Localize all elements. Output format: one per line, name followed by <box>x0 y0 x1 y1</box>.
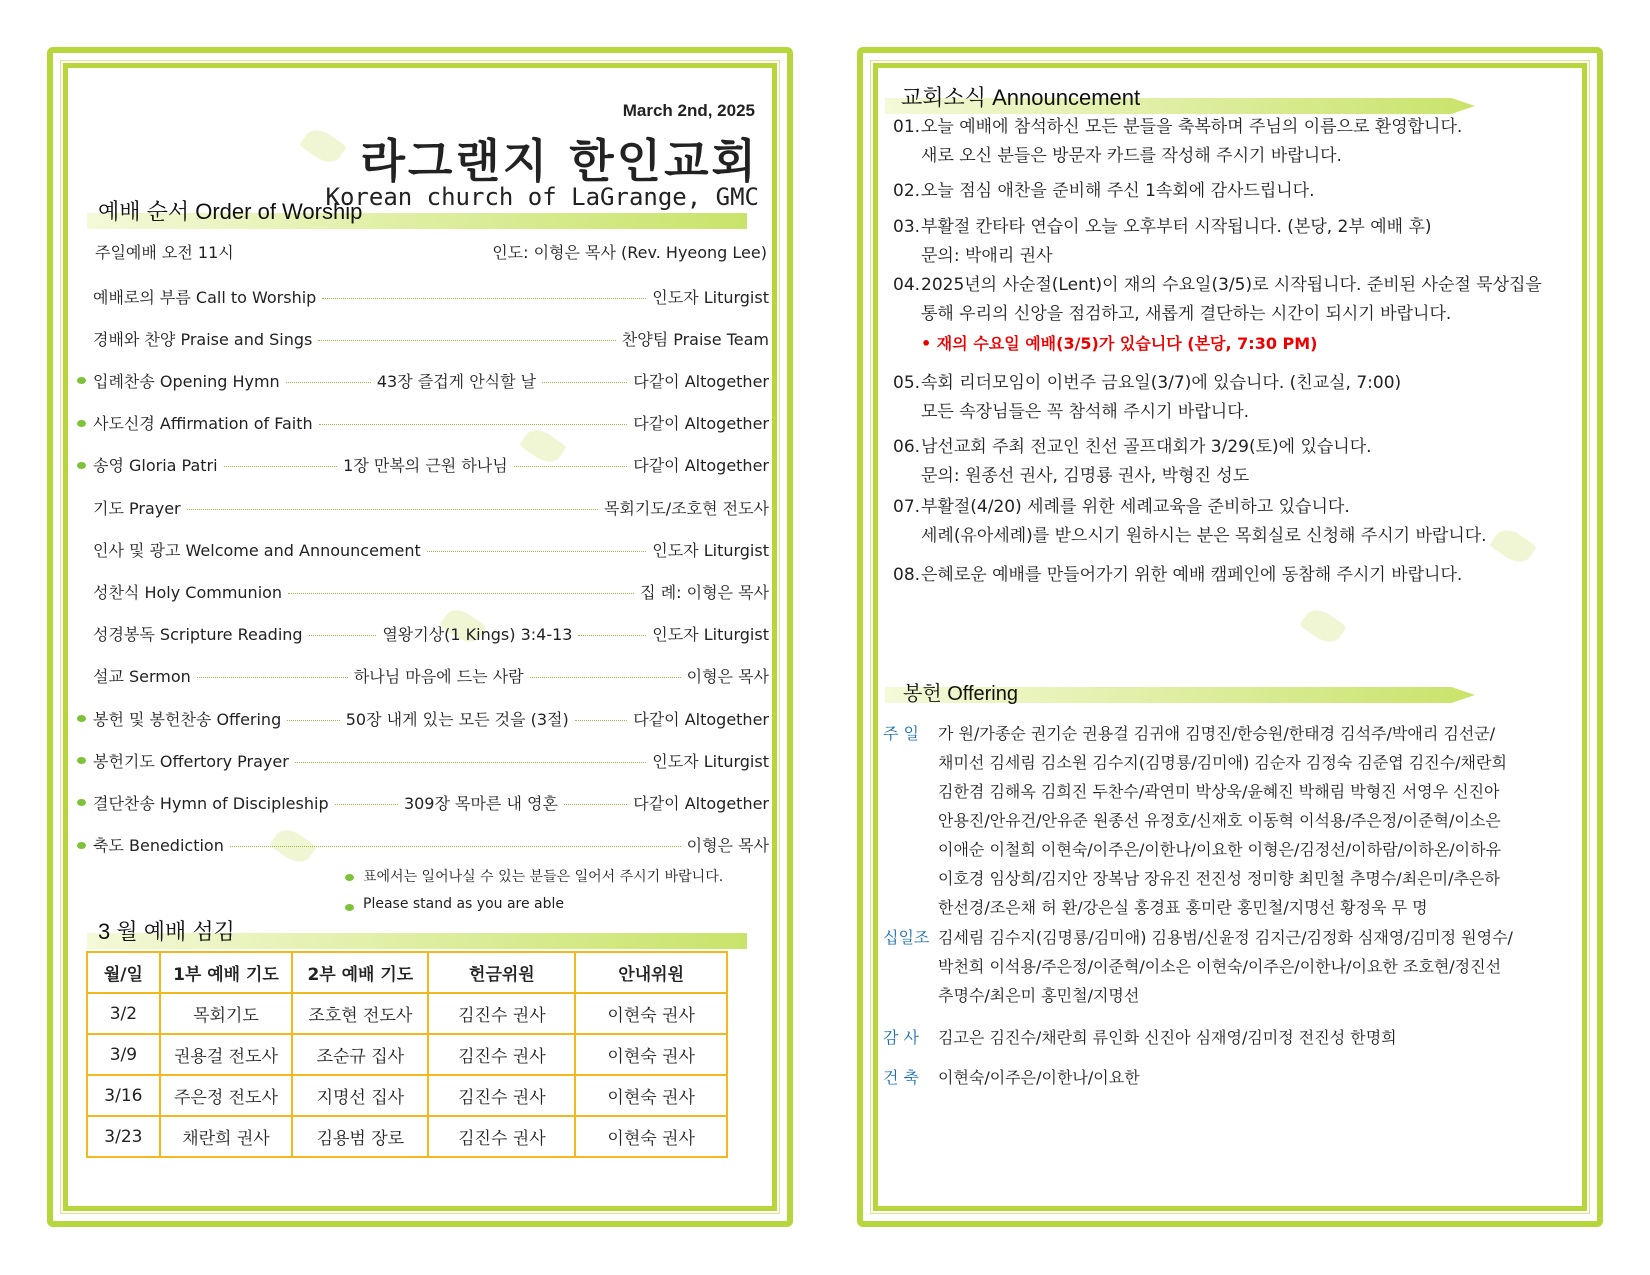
leader-dots <box>230 846 681 847</box>
table-header-cell: 안내위원 <box>575 952 727 993</box>
announcement-section-title: 교회소식 Announcement <box>901 85 1141 110</box>
offering-names-line: 추명수/최은미 홍민철/지명선 <box>938 986 1140 1005</box>
offering-category: 감 사 <box>883 1028 919 1047</box>
announcement-text: 속회 리더모임이 이번주 금요일(3/7)에 있습니다. (친교실, 7:00) <box>921 373 1402 393</box>
announcement-text: 오늘 예배에 참석하신 모든 분들을 축복하며 주님의 이름으로 환영합니다. <box>921 117 1463 137</box>
table-header-cell: 헌금위원 <box>428 952 575 993</box>
announcement-line <box>893 561 1577 590</box>
leader-dots <box>288 593 634 594</box>
worship-item <box>93 580 769 602</box>
leader-dots <box>427 551 646 552</box>
table-row <box>87 993 727 1034</box>
leader-dots <box>575 720 628 721</box>
announcement-line: 문의: 박애리 권사 <box>921 246 1053 266</box>
announcement-line <box>893 271 1577 300</box>
table-cell: 조순규 집사 <box>292 1034 428 1075</box>
worship-item-detail: 열왕기상(1 Kings) 3:4-13 <box>382 625 573 645</box>
announcement-number: 06. <box>893 437 921 457</box>
worship-item-detail: 309장 목마른 내 영혼 <box>403 793 558 813</box>
offering-section-title: 봉헌 Offering <box>903 683 1018 705</box>
offering-names-line: 이애순 이철희 이현숙/이주은/이한나/이요한 이형은/김정선/이하람/이하온/이하유 <box>938 840 1502 859</box>
worship-item-leader: 인도자 Liturgist <box>652 287 769 307</box>
worship-item-label: 결단찬송 Hymn of Discipleship <box>93 793 329 813</box>
table-row <box>87 1116 727 1157</box>
worship-item-label: 축도 Benediction <box>93 836 224 856</box>
announcement-line: 문의: 원종선 권사, 김명룡 권사, 박형진 성도 <box>921 466 1250 486</box>
announcement-line: 새로 오신 분들은 방문자 카드를 작성해 주시기 바랍니다. <box>921 146 1342 166</box>
announcement-text: 부활절 칸타타 연습이 오늘 오후부터 시작됩니다. (본당, 2부 예배 후) <box>921 217 1432 237</box>
stand-bullet-icon <box>77 420 86 427</box>
leader-dots <box>197 677 348 678</box>
table-header-cell: 2부 예배 기도 <box>292 952 428 993</box>
announcement-line <box>893 493 1577 522</box>
worship-item <box>93 454 769 476</box>
table-cell: 지명선 집사 <box>292 1075 428 1116</box>
announcement-line <box>893 113 1577 142</box>
worship-item-label: 인사 및 광고 Welcome and Announcement <box>93 540 421 560</box>
leader-dots <box>578 635 646 636</box>
worship-item-detail: 1장 만복의 근원 하나님 <box>343 456 508 476</box>
worship-item-detail: 50장 내게 있는 모든 것을 (3절) <box>345 709 569 729</box>
table-cell: 이현숙 권사 <box>575 1075 727 1116</box>
offering-group <box>883 1063 1587 1092</box>
table-cell: 채란희 권사 <box>160 1116 292 1157</box>
schedule-section-title: 3 월 예배 섬김 <box>98 919 235 944</box>
worship-item-leader: 집 례: 이형은 목사 <box>640 582 769 602</box>
worship-item-leader: 다같이 Altogether <box>633 709 769 729</box>
leader-dots <box>318 340 615 341</box>
worship-item-leader: 다같이 Altogether <box>633 414 769 434</box>
announcement-item <box>893 433 1577 491</box>
table-cell: 김용범 장로 <box>292 1116 428 1157</box>
offering-names-line: 채미선 김세림 김소원 김수지(김명룡/김미애) 김순자 김정숙 김준엽 김진수/채란희 <box>938 753 1507 772</box>
announcement-number: 04. <box>893 275 921 295</box>
offering-names-line: 한선경/조은채 허 환/강은실 홍경표 홍미란 홍민철/지명선 황정욱 무 명 <box>938 898 1428 917</box>
table-row <box>87 1075 727 1116</box>
leader-dots <box>224 466 338 467</box>
table-row <box>87 1034 727 1075</box>
worship-item <box>93 707 769 729</box>
announcement-text: 오늘 점심 애찬을 준비해 주신 1속회에 감사드립니다. <box>921 181 1315 201</box>
worship-item-leader: 다같이 Altogether <box>633 793 770 813</box>
announcement-number: 07. <box>893 497 921 517</box>
announcement-item <box>893 493 1577 551</box>
leader-dots <box>295 762 646 763</box>
worship-item-label: 기도 Prayer <box>93 498 181 518</box>
offering-names-line: 이호경 임상희/김지안 장복남 장유진 전진성 정미향 최민철 추명수/최은미/추은하 <box>938 869 1500 888</box>
worship-item-label: 사도신경 Affirmation of Faith <box>93 414 313 434</box>
announcement-line: 모든 속장님들은 꼭 참석해 주시기 바랍니다. <box>921 402 1250 422</box>
offering-names-line: 가 원/가종순 권기순 권용걸 김귀애 김명진/한승원/한태경 김석주/박애리 김선군/ <box>938 724 1496 743</box>
worship-item-detail: 하나님 마음에 드는 사람 <box>353 667 524 687</box>
offering-names-line: 김한겸 김해옥 김희진 두찬수/곽연미 박상욱/윤혜진 박해림 박형진 서영우 신진아 <box>938 782 1500 801</box>
table-cell: 주은정 전도사 <box>160 1075 292 1116</box>
table-cell: 조호현 전도사 <box>292 993 428 1034</box>
announcement-line: 통해 우리의 신앙을 점검하고, 새롭게 결단하는 시간이 되시기 바랍니다. <box>921 304 1452 324</box>
stand-note-en: Please stand as you are able <box>363 896 565 912</box>
worship-item-leader: 목회기도/조호현 전도사 <box>603 498 769 518</box>
table-header-cell: 월/일 <box>87 952 160 993</box>
stand-bullet-icon <box>77 462 86 469</box>
leader-dots <box>335 804 398 805</box>
worship-item-leader: 이형은 목사 <box>686 667 770 687</box>
leader-dots <box>187 509 598 510</box>
announcement-text: 부활절(4/20) 세례를 위한 세례교육을 준비하고 있습니다. <box>921 497 1350 517</box>
announcement-line <box>893 369 1577 398</box>
table-cell: 김진수 권사 <box>428 1116 575 1157</box>
announcement-item <box>893 369 1577 427</box>
offering-names-line: 박천희 이석용/주은정/이준혁/이소은 이현숙/이주은/이한나/이요한 조호현/정진선 <box>938 957 1502 976</box>
worship-item <box>93 285 769 307</box>
stand-note-ko: 표에서는 일어나실 수 있는 분들은 일어서 주시기 바랍니다. <box>363 869 724 885</box>
stand-bullet-icon <box>77 715 86 722</box>
table-cell: 이현숙 권사 <box>575 1116 727 1157</box>
worship-item <box>93 623 769 645</box>
table-cell: 김진수 권사 <box>428 1075 575 1116</box>
announcement-item <box>893 271 1577 358</box>
table-cell: 3/23 <box>87 1116 160 1157</box>
table-cell: 3/9 <box>87 1034 160 1075</box>
worship-item <box>93 412 769 434</box>
table-cell: 3/16 <box>87 1075 160 1116</box>
announcement-highlight: • 재의 수요일 예배(3/5)가 있습니다 (본당, 7:30 PM) <box>921 334 1318 353</box>
announcement-item <box>893 213 1577 271</box>
announcement-line <box>893 177 1577 206</box>
announcement-item <box>893 177 1577 206</box>
announcement-number: 05. <box>893 373 921 393</box>
announcement-text: 2025년의 사순절(Lent)이 재의 수요일(3/5)로 시작됩니다. 준비된 사순절 묵상집을 <box>921 275 1542 295</box>
worship-item <box>93 496 769 518</box>
worship-item <box>93 665 769 687</box>
worship-item-label: 성찬식 Holy Communion <box>93 582 283 602</box>
worship-item-leader: 인도자 Liturgist <box>652 751 769 771</box>
worship-item-label: 입례찬송 Opening Hymn <box>93 371 280 391</box>
announcement-line <box>893 213 1577 242</box>
announcement-text: 은혜로운 예배를 만들어가기 위한 예배 캠페인에 동참해 주시기 바랍니다. <box>921 565 1463 585</box>
table-cell: 목회기도 <box>160 993 292 1034</box>
announcement-item <box>893 113 1577 171</box>
table-header-row <box>87 952 727 993</box>
worship-item-leader: 다같이 Altogether <box>633 371 769 391</box>
worship-section-title: 예배 순서 Order of Worship <box>98 199 363 224</box>
march-service-schedule-table <box>86 951 728 1158</box>
service-leader: 인도: 이형은 목사 (Rev. Hyeong Lee) <box>492 243 767 262</box>
worship-item-leader: 다같이 Altogether <box>633 456 769 476</box>
announcement-line <box>893 433 1577 462</box>
offering-group <box>883 719 1587 922</box>
leader-dots <box>286 382 371 383</box>
announcement-number: 02. <box>893 181 921 201</box>
worship-item-detail: 43장 즐겁게 안식할 날 <box>376 371 537 391</box>
table-cell: 김진수 권사 <box>428 1034 575 1075</box>
worship-item <box>93 791 769 813</box>
worship-item-label: 설교 Sermon <box>93 667 191 687</box>
offering-group <box>883 923 1587 1010</box>
offering-names-line: 김고은 김진수/채란희 류인화 신진아 심재영/김미정 전진성 한명희 <box>938 1028 1397 1047</box>
leader-dots <box>514 466 628 467</box>
stand-bullet-icon <box>345 904 354 911</box>
worship-item-label: 송영 Gloria Patri <box>93 456 218 476</box>
worship-item-leader: 이형은 목사 <box>686 836 769 856</box>
leader-dots <box>542 382 627 383</box>
leader-dots <box>319 424 628 425</box>
table-cell: 김진수 권사 <box>428 993 575 1034</box>
offering-names-line: 김세림 김수지(김명룡/김미애) 김용범/신윤정 김지근/김정화 심재영/김미정 원영수/ <box>938 928 1513 947</box>
table-cell: 3/2 <box>87 993 160 1034</box>
worship-item-label: 경배와 찬양 Praise and Sings <box>93 329 313 349</box>
leader-dots <box>322 298 646 299</box>
worship-item-label: 성경봉독 Scripture Reading <box>93 625 303 645</box>
offering-category: 십일조 <box>883 928 930 947</box>
worship-item <box>93 834 769 856</box>
church-name-ko: 라그랜지 한인교회 <box>360 134 759 188</box>
leader-dots <box>287 720 340 721</box>
stand-bullet-icon <box>345 874 354 881</box>
table-cell: 이현숙 권사 <box>575 993 727 1034</box>
offering-category: 건 축 <box>883 1068 919 1087</box>
church-name-en: Korean church of LaGrange, GMC <box>325 183 759 211</box>
table-cell: 권용걸 전도사 <box>160 1034 292 1075</box>
stand-bullet-icon <box>77 842 86 849</box>
table-header-cell: 1부 예배 기도 <box>160 952 292 993</box>
worship-item-leader: 인도자 Liturgist <box>652 625 769 645</box>
worship-panel <box>47 47 793 1227</box>
announcement-item <box>893 561 1577 590</box>
announcement-number: 01. <box>893 117 921 137</box>
announcement-line: 세례(유아세례)를 받으시기 원하시는 분은 목회실로 신청해 주시기 바랍니다. <box>921 526 1487 546</box>
service-time: 주일예배 오전 11시 <box>95 243 234 262</box>
worship-item-label: 봉헌 및 봉헌찬송 Offering <box>93 709 282 729</box>
worship-item <box>93 749 769 771</box>
announcement-panel <box>857 47 1603 1227</box>
leader-dots <box>564 804 627 805</box>
leader-dots <box>309 635 377 636</box>
bulletin-date: March 2nd, 2025 <box>622 101 755 120</box>
worship-item <box>93 369 769 391</box>
leader-dots <box>530 677 681 678</box>
worship-item-label: 예배로의 부름 Call to Worship <box>93 287 317 307</box>
announcement-number: 03. <box>893 217 921 237</box>
offering-names-line: 안용진/안유건/안유준 원종선 유정호/신재호 이동혁 이석용/주은정/이준혁/이소은 <box>938 811 1501 830</box>
worship-item <box>93 538 769 560</box>
announcement-number: 08. <box>893 565 921 585</box>
offering-names-line: 이현숙/이주은/이한나/이요한 <box>938 1068 1140 1087</box>
announcement-text: 남선교회 주최 전교인 친선 골프대회가 3/29(토)에 있습니다. <box>921 437 1372 457</box>
worship-item-leader: 찬양팀 Praise Team <box>621 329 769 349</box>
worship-item-label: 봉헌기도 Offertory Prayer <box>93 751 289 771</box>
offering-category: 주 일 <box>883 724 919 743</box>
offering-group <box>883 1023 1587 1052</box>
worship-item-leader: 인도자 Liturgist <box>652 540 769 560</box>
table-cell: 이현숙 권사 <box>575 1034 727 1075</box>
worship-item <box>93 327 769 349</box>
